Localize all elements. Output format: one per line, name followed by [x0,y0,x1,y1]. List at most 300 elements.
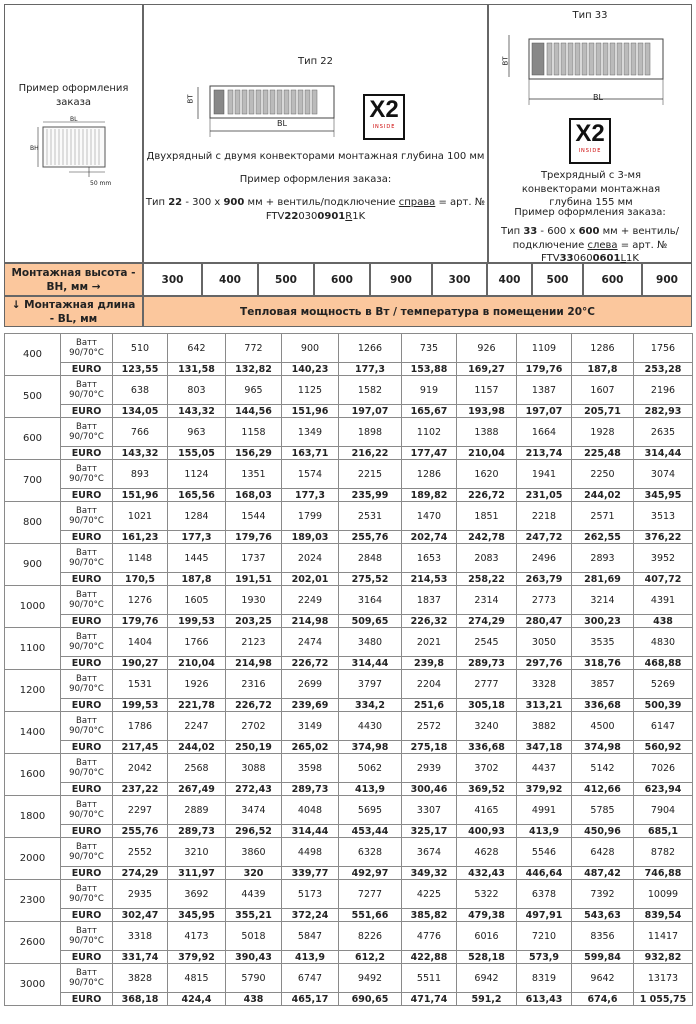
price-cell: 422,88 [402,951,457,964]
watt-cell: 2889 [168,796,226,825]
table-row [5,586,693,615]
length-cell: 600 [5,418,61,460]
price-cell: 247,72 [517,531,572,544]
price-cell: 214,53 [402,573,457,586]
price-cell: 331,74 [113,951,168,964]
price-cell: 573,9 [517,951,572,964]
type33-order-title: Пример оформления заказа: [514,207,666,218]
price-cell: 932,82 [634,951,693,964]
watt-cell: 3474 [226,796,282,825]
price-cell: 131,58 [168,363,226,376]
watt-cell: 2702 [226,712,282,741]
unit-watt-cell: Ватт 90/70°C [61,460,113,489]
table-row [5,699,693,712]
table-row [5,670,693,699]
table-row [5,376,693,405]
watt-cell: 1445 [168,544,226,573]
example-radiator-drawing [29,117,119,187]
watt-cell: 2531 [339,502,402,531]
table-row [5,615,693,628]
price-cell: 314,44 [282,825,339,838]
watt-cell: 1766 [168,628,226,657]
price-cell: 349,32 [402,867,457,880]
price-cell: 214,98 [282,615,339,628]
price-cell: 280,47 [517,615,572,628]
watt-cell: 4391 [634,586,693,615]
length-cell: 1800 [5,796,61,838]
height-col-1: 400 [202,263,258,296]
price-cell: 210,04 [168,657,226,670]
price-cell: 155,05 [168,447,226,460]
watt-cell: 1286 [572,334,634,363]
table-row [5,951,693,964]
watt-cell: 5062 [339,754,402,783]
price-cell: 191,51 [226,573,282,586]
price-cell: 374,98 [572,741,634,754]
price-cell: 143,32 [168,405,226,418]
watt-cell: 3692 [168,880,226,909]
length-cell: 500 [5,376,61,418]
watt-cell: 7904 [634,796,693,825]
watt-cell: 10099 [634,880,693,909]
watt-cell: 1607 [572,376,634,405]
table-row [5,447,693,460]
example-bl-label: BL [70,116,78,123]
watt-cell: 5269 [634,670,693,699]
unit-watt-cell: Ватт 90/70°C [61,586,113,615]
price-cell: 161,23 [113,531,168,544]
watt-cell: 9642 [572,964,634,993]
price-cell: 314,44 [634,447,693,460]
price-cell: 151,96 [113,489,168,502]
example-bh-label: BH [30,145,39,152]
type22-title: Тип 22 [297,56,334,67]
price-cell: 465,17 [282,993,339,1006]
price-cell: 374,98 [339,741,402,754]
price-cell: 244,02 [168,741,226,754]
watt-cell: 1531 [113,670,168,699]
watt-cell: 1582 [339,376,402,405]
x2-inside-logo-33 [569,118,611,164]
table-row [5,418,693,447]
unit-euro-cell: EURO [61,363,113,376]
price-cell: 199,53 [113,699,168,712]
price-cell: 203,25 [226,615,282,628]
price-cell: 179,76 [226,531,282,544]
price-cell: 156,29 [226,447,282,460]
price-cell: 134,05 [113,405,168,418]
table-row [5,741,693,754]
watt-cell: 900 [282,334,339,363]
watt-cell: 4830 [634,628,693,657]
watt-cell: 8782 [634,838,693,867]
price-cell: 623,94 [634,783,693,796]
type22-order-title: Пример оформления заказа: [239,174,392,185]
watt-cell: 735 [402,334,457,363]
price-cell: 453,44 [339,825,402,838]
table-row [5,964,693,993]
price-cell: 599,84 [572,951,634,964]
price-cell: 177,3 [339,363,402,376]
watt-cell: 4498 [282,838,339,867]
watt-cell: 1286 [402,460,457,489]
watt-cell: 1284 [168,502,226,531]
price-cell: 379,92 [517,783,572,796]
price-cell: 302,47 [113,909,168,922]
price-cell: 339,77 [282,867,339,880]
watt-cell: 3164 [339,586,402,615]
table-row [5,334,693,363]
watt-cell: 3307 [402,796,457,825]
table-row [5,825,693,838]
unit-euro-cell: EURO [61,909,113,922]
price-cell: 242,78 [457,531,517,544]
price-cell: 289,73 [457,657,517,670]
price-cell: 189,03 [282,531,339,544]
watt-cell: 1928 [572,418,634,447]
unit-watt-cell: Ватт 90/70°C [61,964,113,993]
price-cell: 372,24 [282,909,339,922]
price-cell: 189,82 [402,489,457,502]
watt-cell: 6942 [457,964,517,993]
watt-cell: 1157 [457,376,517,405]
table-row [5,909,693,922]
watt-cell: 642 [168,334,226,363]
price-cell: 305,18 [457,699,517,712]
type33-bt-label: BT [501,56,510,66]
watt-cell: 1620 [457,460,517,489]
price-cell: 202,01 [282,573,339,586]
watt-cell: 1653 [402,544,457,573]
price-cell: 165,67 [402,405,457,418]
unit-watt-cell: Ватт 90/70°C [61,502,113,531]
price-cell: 1 055,75 [634,993,693,1006]
height-col-2: 500 [258,263,314,296]
watt-cell: 7277 [339,880,402,909]
price-cell: 239,8 [402,657,457,670]
watt-cell: 5018 [226,922,282,951]
unit-watt-cell: Ватт 90/70°C [61,880,113,909]
type33-drawing [495,25,685,110]
watt-cell: 1124 [168,460,226,489]
price-cell: 487,42 [572,867,634,880]
height-col-7: 500 [532,263,583,296]
watt-cell: 2773 [517,586,572,615]
watt-cell: 2545 [457,628,517,657]
type33-order-example: Тип 33 - 600 х 600 мм + вентиль/ подключение слева = арт. № FTV330600601L1K [500,226,680,264]
price-cell: 746,88 [634,867,693,880]
price-cell: 255,76 [113,825,168,838]
price-cell: 187,8 [572,363,634,376]
watt-cell: 3328 [517,670,572,699]
watt-cell: 2552 [113,838,168,867]
watt-cell: 2893 [572,544,634,573]
watt-cell: 1109 [517,334,572,363]
price-cell: 226,32 [402,615,457,628]
watt-cell: 5790 [226,964,282,993]
price-cell: 251,6 [402,699,457,712]
unit-euro-cell: EURO [61,489,113,502]
example-title: Пример оформления заказа [18,83,129,108]
watt-cell: 5847 [282,922,339,951]
table-row [5,489,693,502]
price-cell: 187,8 [168,573,226,586]
price-cell: 325,17 [402,825,457,838]
x2-logo-sub: INSIDE [578,148,602,154]
watt-cell: 3828 [113,964,168,993]
price-cell: 336,68 [572,699,634,712]
watt-cell: 1605 [168,586,226,615]
unit-euro-cell: EURO [61,531,113,544]
watt-cell: 1737 [226,544,282,573]
price-cell: 413,9 [339,783,402,796]
type22-bl-label: BL [277,119,287,128]
watt-cell: 3318 [113,922,168,951]
price-cell: 213,74 [517,447,572,460]
watt-cell: 2496 [517,544,572,573]
price-cell: 197,07 [517,405,572,418]
watt-cell: 6747 [282,964,339,993]
watt-cell: 2848 [339,544,402,573]
unit-watt-cell: Ватт 90/70°C [61,334,113,363]
length-cell: 1600 [5,754,61,796]
watt-cell: 2024 [282,544,339,573]
type22-drawing [188,73,338,141]
table-row [5,628,693,657]
price-cell: 169,27 [457,363,517,376]
price-cell: 613,43 [517,993,572,1006]
price-cell: 226,72 [457,489,517,502]
height-col-3: 600 [314,263,370,296]
price-cell: 492,97 [339,867,402,880]
watt-cell: 4439 [226,880,282,909]
price-cell: 179,76 [113,615,168,628]
watt-cell: 766 [113,418,168,447]
price-cell: 163,71 [282,447,339,460]
table-row [5,531,693,544]
price-cell: 369,52 [457,783,517,796]
price-cell: 193,98 [457,405,517,418]
watt-cell: 9492 [339,964,402,993]
watt-cell: 1786 [113,712,168,741]
price-cell: 413,9 [517,825,572,838]
watt-cell: 3860 [226,838,282,867]
price-cell: 282,93 [634,405,693,418]
watt-cell: 4165 [457,796,517,825]
watt-cell: 2939 [402,754,457,783]
watt-cell: 4815 [168,964,226,993]
watt-cell: 3702 [457,754,517,783]
length-cell: 1200 [5,670,61,712]
watt-cell: 1158 [226,418,282,447]
watt-cell: 2568 [168,754,226,783]
price-cell: 314,44 [339,657,402,670]
price-cell: 311,97 [168,867,226,880]
price-cell: 205,71 [572,405,634,418]
x2-logo-text: X2 [369,96,399,123]
price-cell: 591,2 [457,993,517,1006]
price-cell: 216,22 [339,447,402,460]
watt-cell: 5546 [517,838,572,867]
watt-cell: 2474 [282,628,339,657]
unit-euro-cell: EURO [61,615,113,628]
watt-cell: 2297 [113,796,168,825]
unit-watt-cell: Ватт 90/70°C [61,754,113,783]
price-cell: 289,73 [168,825,226,838]
watt-cell: 1266 [339,334,402,363]
length-cell: 1400 [5,712,61,754]
table-row [5,405,693,418]
price-cell: 385,82 [402,909,457,922]
watt-cell: 2247 [168,712,226,741]
watt-cell: 1470 [402,502,457,531]
height-col-0: 300 [143,263,202,296]
price-cell: 255,76 [339,531,402,544]
price-cell: 413,9 [282,951,339,964]
watt-cell: 1388 [457,418,517,447]
watt-cell: 4225 [402,880,457,909]
table-row [5,838,693,867]
price-cell: 368,18 [113,993,168,1006]
watt-cell: 6378 [517,880,572,909]
unit-euro-cell: EURO [61,447,113,460]
watt-cell: 5511 [402,964,457,993]
watt-cell: 510 [113,334,168,363]
type22-panel [143,4,488,263]
watt-cell: 1387 [517,376,572,405]
price-cell: 267,49 [168,783,226,796]
watt-cell: 1837 [402,586,457,615]
watt-cell: 2935 [113,880,168,909]
watt-cell: 4048 [282,796,339,825]
price-cell: 253,28 [634,363,693,376]
unit-euro-cell: EURO [61,741,113,754]
x2-inside-logo [363,94,405,140]
length-cell: 1100 [5,628,61,670]
watt-cell: 2314 [457,586,517,615]
price-cell: 612,2 [339,951,402,964]
watt-cell: 8319 [517,964,572,993]
price-cell: 197,07 [339,405,402,418]
price-cell: 275,52 [339,573,402,586]
price-cell: 265,02 [282,741,339,754]
type33-title: Тип 33 [572,10,608,21]
watt-cell: 3050 [517,628,572,657]
price-cell: 468,88 [634,657,693,670]
price-cell: 165,56 [168,489,226,502]
type33-panel [488,4,692,263]
price-cell: 497,91 [517,909,572,922]
watt-cell: 1930 [226,586,282,615]
table-row [5,867,693,880]
table-row [5,993,693,1006]
height-col-5: 300 [432,263,487,296]
price-cell: 289,73 [282,783,339,796]
height-col-4: 900 [370,263,432,296]
price-cell: 179,76 [517,363,572,376]
watt-cell: 2250 [572,460,634,489]
price-cell: 479,38 [457,909,517,922]
type22-bt-label: BT [186,94,195,104]
price-cell: 355,21 [226,909,282,922]
price-cell: 244,02 [572,489,634,502]
watt-cell: 3074 [634,460,693,489]
watt-cell: 2196 [634,376,693,405]
length-cell: 900 [5,544,61,586]
watt-cell: 1851 [457,502,517,531]
type22-description: Двухрядный с двумя конвекторами монтажная глубина 100 мм [146,151,485,162]
watt-cell: 1926 [168,670,226,699]
watt-cell: 2021 [402,628,457,657]
watt-cell: 803 [168,376,226,405]
price-cell: 231,05 [517,489,572,502]
watt-cell: 6016 [457,922,517,951]
type22-article-code: FTV220300901R1K [265,210,366,222]
watt-cell: 3210 [168,838,226,867]
price-cell: 379,92 [168,951,226,964]
length-cell: 400 [5,334,61,376]
table-row [5,712,693,741]
watt-cell: 5785 [572,796,634,825]
length-cell: 2600 [5,922,61,964]
example-dim-label: 50 mm [90,180,112,187]
price-cell: 376,22 [634,531,693,544]
price-cell: 281,69 [572,573,634,586]
price-cell: 839,54 [634,909,693,922]
watt-cell: 5173 [282,880,339,909]
length-cell: 1000 [5,586,61,628]
price-cell: 239,69 [282,699,339,712]
table-row [5,460,693,489]
length-cell: 800 [5,502,61,544]
watt-cell: 3480 [339,628,402,657]
table-row [5,783,693,796]
price-cell: 313,21 [517,699,572,712]
unit-euro-cell: EURO [61,783,113,796]
price-cell: 132,82 [226,363,282,376]
watt-cell: 1021 [113,502,168,531]
watt-cell: 965 [226,376,282,405]
price-cell: 438 [226,993,282,1006]
price-cell: 177,47 [402,447,457,460]
price-cell: 560,92 [634,741,693,754]
price-cell: 274,29 [113,867,168,880]
price-cell: 296,52 [226,825,282,838]
watt-cell: 1351 [226,460,282,489]
watt-cell: 1756 [634,334,693,363]
type22-order-example: Тип 22 - 300 х 900 мм + вентиль/подключение справа = арт. № FTV220300901R1K [145,197,486,222]
table-row [5,573,693,586]
watt-cell: 4776 [402,922,457,951]
watt-cell: 3952 [634,544,693,573]
watt-cell: 4991 [517,796,572,825]
price-cell: 170,5 [113,573,168,586]
watt-cell: 772 [226,334,282,363]
watt-cell: 3149 [282,712,339,741]
watt-cell: 3214 [572,586,634,615]
watt-cell: 926 [457,334,517,363]
unit-euro-cell: EURO [61,867,113,880]
price-cell: 300,23 [572,615,634,628]
watt-cell: 7210 [517,922,572,951]
price-cell: 235,99 [339,489,402,502]
price-cell: 407,72 [634,573,693,586]
watt-cell: 1544 [226,502,282,531]
unit-watt-cell: Ватт 90/70°C [61,376,113,405]
watt-cell: 919 [402,376,457,405]
watt-cell: 3882 [517,712,572,741]
unit-watt-cell: Ватт 90/70°C [61,544,113,573]
